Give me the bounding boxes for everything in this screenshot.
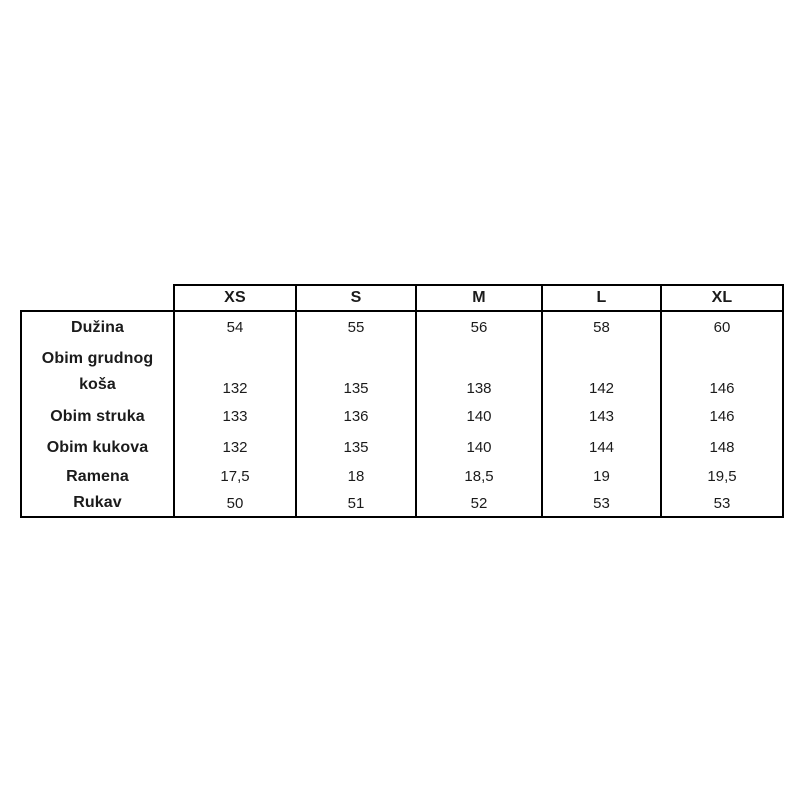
cell-ramena-m: 18,5 bbox=[416, 463, 542, 490]
cell-struk-xs: 133 bbox=[174, 401, 296, 432]
column-header-m: M bbox=[416, 285, 542, 311]
cell-rukav-l: 53 bbox=[542, 490, 661, 517]
column-header-s: S bbox=[296, 285, 416, 311]
cell-grudni-xl: 146 bbox=[661, 343, 783, 401]
cell-duzina-xs: 54 bbox=[174, 311, 296, 343]
row-label-obim-struka: Obim struka bbox=[21, 401, 174, 432]
row-label-rukav: Rukav bbox=[21, 490, 174, 517]
column-header-l: L bbox=[542, 285, 661, 311]
cell-grudni-l: 142 bbox=[542, 343, 661, 401]
cell-duzina-m: 56 bbox=[416, 311, 542, 343]
table-row-duzina bbox=[21, 311, 783, 343]
row-label-ramena: Ramena bbox=[21, 463, 174, 490]
cell-ramena-l: 19 bbox=[542, 463, 661, 490]
table-row-obim-grudnog-kosa bbox=[21, 343, 783, 401]
cell-rukav-xs: 50 bbox=[174, 490, 296, 517]
table-row-obim-struka bbox=[21, 401, 783, 432]
header-row bbox=[21, 285, 783, 311]
table-row-obim-kukova bbox=[21, 432, 783, 463]
cell-struk-xl: 146 bbox=[661, 401, 783, 432]
cell-struk-s: 136 bbox=[296, 401, 416, 432]
corner-cell bbox=[21, 285, 174, 311]
cell-struk-l: 143 bbox=[542, 401, 661, 432]
size-chart-table bbox=[20, 284, 784, 518]
cell-kukovi-xs: 132 bbox=[174, 432, 296, 463]
cell-kukovi-s: 135 bbox=[296, 432, 416, 463]
cell-duzina-l: 58 bbox=[542, 311, 661, 343]
row-label-obim-kukova: Obim kukova bbox=[21, 432, 174, 463]
cell-grudni-s: 135 bbox=[296, 343, 416, 401]
cell-kukovi-xl: 148 bbox=[661, 432, 783, 463]
cell-rukav-xl: 53 bbox=[661, 490, 783, 517]
cell-kukovi-m: 140 bbox=[416, 432, 542, 463]
table-row-ramena bbox=[21, 463, 783, 490]
cell-rukav-m: 52 bbox=[416, 490, 542, 517]
table-row-rukav bbox=[21, 490, 783, 517]
cell-struk-m: 140 bbox=[416, 401, 542, 432]
row-label-duzina: Dužina bbox=[21, 311, 174, 343]
cell-duzina-s: 55 bbox=[296, 311, 416, 343]
cell-ramena-s: 18 bbox=[296, 463, 416, 490]
cell-grudni-xs: 132 bbox=[174, 343, 296, 401]
row-label-obim-grudnog-kosa: Obim grudnog koša bbox=[21, 343, 174, 401]
cell-ramena-xl: 19,5 bbox=[661, 463, 783, 490]
column-header-xs: XS bbox=[174, 285, 296, 311]
cell-rukav-s: 51 bbox=[296, 490, 416, 517]
cell-grudni-m: 138 bbox=[416, 343, 542, 401]
cell-duzina-xl: 60 bbox=[661, 311, 783, 343]
cell-kukovi-l: 144 bbox=[542, 432, 661, 463]
cell-ramena-xs: 17,5 bbox=[174, 463, 296, 490]
column-header-xl: XL bbox=[661, 285, 783, 311]
